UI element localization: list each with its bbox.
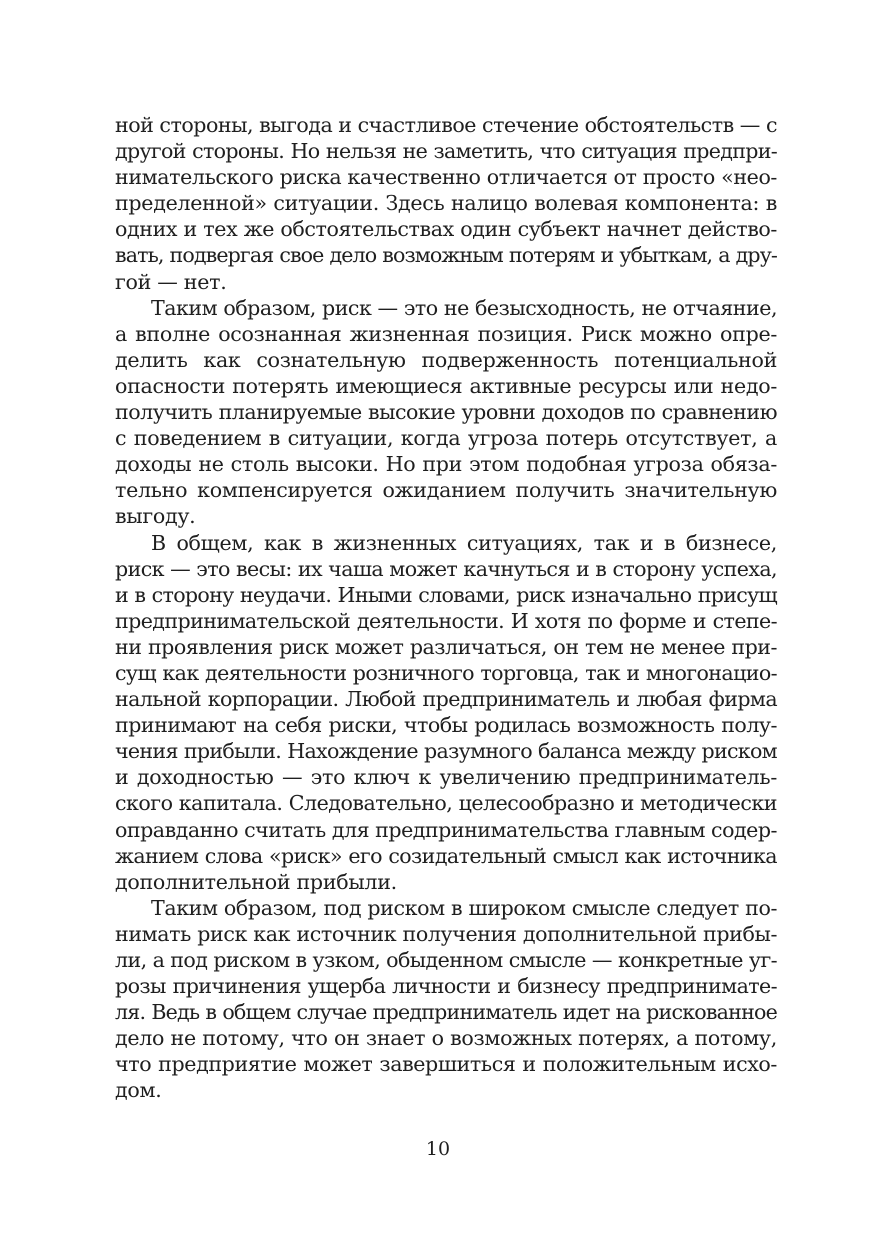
text-line: жанием слова «риск» его созидательный смысл как источника [115,843,777,868]
text-line: нимать риск как источник получения дополнительной прибы- [115,921,777,946]
text-line: предпринимательской деятельности. И хотя по форме и степе- [115,608,777,633]
text-line: вать, подвергая свое дело возможным потерям и убыткам, а дру- [115,243,777,268]
paragraph-3 [115,530,777,895]
text-line: сущ как деятельности розничного торговца, так и многонацио- [115,660,777,685]
page-body [115,112,777,1104]
text-line: нимательского риска качественно отличается от просто «нео- [115,165,777,190]
text-line: Таким образом, риск — это не безысходность, не отчаяние, [151,295,777,320]
text-line: оправданно считать для предпринимательства главным содер- [115,817,777,842]
text-line: ли, а под риском в узком, обыденном смысле — конкретные уг- [115,948,777,972]
paragraph-4 [115,895,777,1104]
paragraph-1 [115,112,777,295]
text-line: розы причинения ущерба личности и бизнесу предпринимате- [115,974,777,999]
text-line: пределенной» ситуации. Здесь налицо волевая компонента: в [115,191,777,216]
text-line: ля. Ведь в общем случае предприниматель идет на рискованное [115,1000,777,1025]
text-line: ни проявления риск может различаться, он тем не менее при- [115,634,777,659]
text-line: В общем, как в жизненных ситуациях, так и в бизнесе, [151,530,777,555]
text-line: другой стороны. Но нельзя не заметить, что ситуация предпри- [115,139,777,164]
text-line: а вполне осознанная жизненная позиция. Риск можно опре- [115,321,777,346]
text-line: тельно компенсируется ожиданием получить значительную [115,478,777,503]
text-line: принимают на себя риски, чтобы родилась возможность полу- [115,713,777,738]
text-line: дело не потому, что он знает о возможных потерях, а потому, [115,1026,777,1051]
text-line: с поведением в ситуации, когда угроза потерь отсутствует, а [115,426,777,451]
text-line: выгоду. [115,504,196,529]
text-line: Таким образом, под риском в широком смысле следует по- [151,895,777,920]
text-line: одних и тех же обстоятельствах один субъект начнет действо- [115,217,777,242]
text-line: и в сторону неудачи. Иными словами, риск изначально присущ [115,582,777,607]
text-line: получить планируемые высокие уровни доходов по сравнению [115,400,777,425]
text-line: чения прибыли. Нахождение разумного баланса между риском [115,739,777,764]
text-line: опасности потерять имеющиеся активные ресурсы или недо- [115,373,777,398]
text-line: делить как сознательную подверженность потенциальной [115,347,777,372]
text-line: нальной корпорации. Любой предприниматель и любая фирма [115,687,777,712]
text-line: и доходностью — это ключ к увеличению предприниматель- [115,765,777,790]
text-line: дом. [115,1078,162,1103]
text-line: риск — это весы: их чаша может качнуться и в сторону успеха, [115,556,777,581]
paragraph-2 [115,295,777,530]
text-line: гой — нет. [115,269,227,294]
text-line: ной стороны, выгода и счастливое стечение обстоятельств — с [115,113,777,137]
text-line: что предприятие может завершиться и положительным исхо- [115,1052,777,1077]
text-line: доходы не столь высоки. Но при этом подобная угроза обяза- [115,452,777,477]
text-line: ского капитала. Следовательно, целесообразно и методически [115,791,777,816]
text-line: дополнительной прибыли. [115,869,397,894]
page-number: 10 [425,1138,451,1160]
